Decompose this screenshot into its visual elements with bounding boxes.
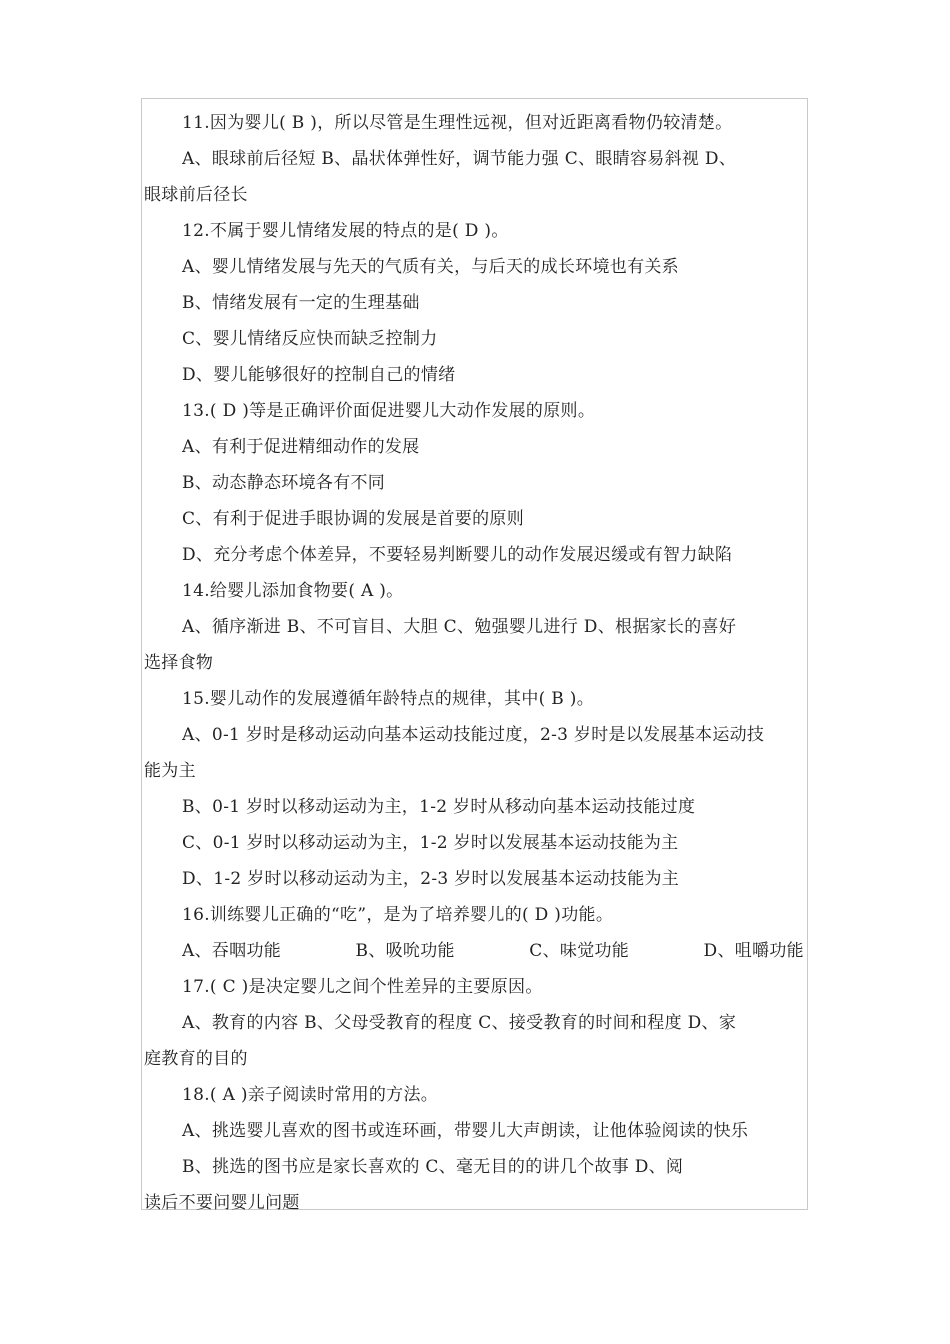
question-12-option-b: B、情绪发展有一定的生理基础	[182, 293, 420, 313]
question-16-option-c: C、味觉功能	[529, 941, 630, 961]
question-18-options: B、挑选的图书应是家长喜欢的 C、毫无目的的讲几个故事 D、阅	[182, 1157, 684, 1177]
question-18-option-a: A、挑选婴儿喜欢的图书或连环画，带婴儿大声朗读，让他体验阅读的快乐	[182, 1121, 749, 1141]
question-12-option-a: A、婴儿情绪发展与先天的气质有关，与后天的成长环境也有关系	[182, 257, 679, 277]
question-13-option-d: D、充分考虑个体差异，不要轻易判断婴儿的动作发展迟缓或有智力缺陷	[182, 545, 733, 565]
question-13-option-c: C、有利于促进手眼协调的发展是首要的原则	[182, 509, 525, 529]
question-16-stem: 16.训练婴儿正确的“吃”，是为了培养婴儿的( D )功能。	[182, 905, 614, 925]
question-18-stem: 18.( A )亲子阅读时常用的方法。	[182, 1085, 439, 1105]
question-11-options-cont: 眼球前后径长	[144, 185, 248, 205]
question-15-option-c: C、0-1 岁时以移动运动为主，1-2 岁时以发展基本运动技能为主	[182, 833, 679, 853]
question-13-stem: 13.( D )等是正确评价面促进婴儿大动作发展的原则。	[182, 401, 596, 421]
question-15-option-a: A、0-1 岁时是移动运动向基本运动技能过度，2-3 岁时是以发展基本运动技	[182, 725, 765, 745]
question-13-option-b: B、动态静态环境各有不同	[182, 473, 386, 493]
question-16-option-d: D、咀嚼功能	[703, 941, 804, 961]
question-17-options-cont: 庭教育的目的	[144, 1049, 248, 1069]
question-12-stem: 12.不属于婴儿情绪发展的特点的是( D )。	[182, 221, 509, 241]
question-11-stem: 11.因为婴儿( B )，所以尽管是生理性远视，但对近距离看物仍较清楚。	[182, 113, 733, 133]
question-16-option-a: A、吞咽功能	[182, 941, 282, 961]
question-17-options: A、教育的内容 B、父母受教育的程度 C、接受教育的时间和程度 D、家	[182, 1013, 737, 1033]
question-17-stem: 17.( C )是决定婴儿之间个性差异的主要原因。	[182, 977, 543, 997]
question-14-options-cont: 选择食物	[144, 653, 214, 673]
question-14-stem: 14.给婴儿添加食物要( A )。	[182, 581, 404, 601]
question-14-options: A、循序渐进 B、不可盲目、大胆 C、勉强婴儿进行 D、根据家长的喜好	[182, 617, 737, 637]
question-11-options: A、眼球前后径短 B、晶状体弹性好，调节能力强 C、眼睛容易斜视 D、	[182, 149, 737, 169]
question-15-stem: 15.婴儿动作的发展遵循年龄特点的规律，其中( B )。	[182, 689, 594, 709]
question-15-option-b: B、0-1 岁时以移动运动为主，1-2 岁时从移动向基本运动技能过度	[182, 797, 696, 817]
question-12-option-d: D、婴儿能够很好的控制自己的情绪	[182, 365, 456, 385]
question-16-options	[182, 941, 808, 961]
question-15-option-a-cont: 能为主	[144, 761, 196, 781]
question-15-option-d: D、1-2 岁时以移动运动为主，2-3 岁时以发展基本运动技能为主	[182, 869, 680, 889]
question-16-option-b: B、吸吮功能	[355, 941, 455, 961]
question-13-option-a: A、有利于促进精细动作的发展	[182, 437, 420, 457]
question-18-options-cont: 读后不要问婴儿问题	[144, 1193, 300, 1213]
question-12-option-c: C、婴儿情绪反应快而缺乏控制力	[182, 329, 438, 349]
